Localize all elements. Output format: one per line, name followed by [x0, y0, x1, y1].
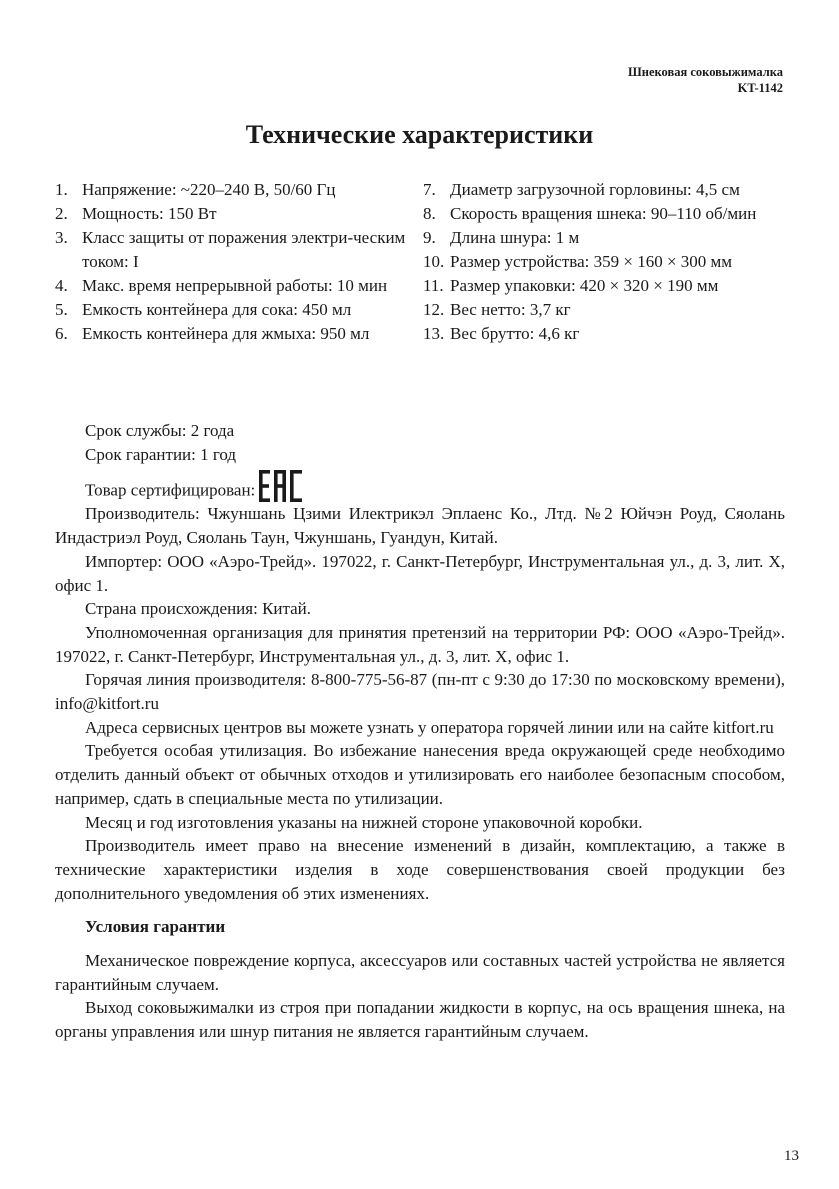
hotline-info: Горячая линия производителя: 8-800-775-56-87 (пн-пт с 9:30 до 17:30 по московскому времени), info@kitfort.ru — [55, 670, 785, 714]
spec-text: Вес брутто: 4,6 кг — [450, 324, 580, 343]
spec-item — [423, 250, 785, 274]
warranty-paragraph: Механическое повреждение корпуса, аксессуаров или составных частей устройства не является гарантийным случаем. — [55, 951, 785, 994]
spec-item — [423, 274, 785, 298]
spec-item — [423, 226, 785, 250]
header-model: KT-1142 — [737, 81, 783, 95]
spec-item — [55, 274, 410, 298]
service-life: Срок службы: 2 года — [85, 421, 235, 440]
spec-number: 9. — [423, 228, 436, 247]
header-product-name: Шнековая соковыжималка — [628, 65, 783, 79]
importer-info: Импортер: ООО «Аэро-Трейд». 197022, г. Санкт-Петербург, Инструментальная ул., д. 3, лит. Х, офис 1. — [55, 551, 785, 595]
spec-text: Диаметр загрузочной горловины: 4,5 см — [450, 180, 740, 199]
spec-number: 10. — [423, 252, 445, 271]
spec-text: Мощность: 150 Вт — [82, 204, 217, 223]
spec-text: Емкость контейнера для сока: 450 мл — [82, 300, 352, 319]
spec-item — [423, 178, 785, 202]
spec-text: Емкость контейнера для жмыха: 950 мл — [82, 324, 370, 343]
spec-item — [423, 298, 785, 322]
spec-number: 2. — [55, 204, 68, 223]
spec-item — [55, 298, 410, 322]
manufacturer-info: Производитель: Чжуншань Цзими Илектрикэл Эплаенс Ко., Лтд. №2 Юйчэн Роуд, Сяолань Индастриэл Роуд, Сяолань Таун, Чжуншань, Гуандун, Китай. — [55, 504, 785, 548]
spec-item — [55, 322, 410, 346]
spec-number: 5. — [55, 300, 68, 319]
service-centers-info: Адреса сервисных центров вы можете узнать у оператора горячей линии или на сайте kitfort.ru — [85, 717, 774, 737]
spec-number: 8. — [423, 204, 436, 223]
spec-text: Вес нетто: 3,7 кг — [450, 300, 571, 319]
spec-text: Размер устройства: 359 × 160 × 300 мм — [450, 252, 733, 271]
spec-number: 12. — [423, 300, 445, 319]
spec-number: 1. — [55, 180, 68, 199]
certification-line — [55, 466, 785, 502]
spec-text: Размер упаковки: 420 × 320 × 190 мм — [450, 276, 719, 295]
disposal-info: Требуется особая утилизация. Во избежание нанесения вреда окружающей среде необходимо отделить данный объект от обычных отходов и утилизировать его наиболее безопасным способом, например, сдать в специальные места по утилизации. — [55, 741, 785, 808]
document-body — [55, 419, 785, 1044]
manufacture-date-info: Месяц и год изготовления указаны на нижней стороне упаковочной коробки. — [85, 812, 643, 832]
page-number: 13 — [784, 1148, 799, 1164]
spec-item — [55, 226, 410, 274]
spec-number: 13. — [423, 324, 445, 343]
specs-left-column — [55, 178, 410, 346]
spec-number: 11. — [423, 276, 444, 295]
spec-text: Скорость вращения шнека: 90–110 об/мин — [450, 204, 757, 223]
spec-number: 7. — [423, 180, 436, 199]
design-changes-info: Производитель имеет право на внесение изменений в дизайн, комплектацию, а также в технические характеристики изделия в ходе совершенствования своей продукции без дополнительного уведомления об этих изменениях. — [55, 836, 785, 903]
warranty-paragraph: Выход соковыжималки из строя при попадании жидкости в корпус, на ось вращения шнека, на органы управления или шнур питания не является гарантийным случаем. — [55, 998, 785, 1042]
spec-item — [55, 202, 410, 226]
warranty-period: Срок гарантии: 1 год — [85, 444, 237, 464]
spec-text: Длина шнура: 1 м — [450, 228, 580, 247]
spec-item — [423, 322, 785, 346]
eac-logo-icon — [259, 466, 303, 502]
spec-number: 6. — [55, 324, 68, 343]
warranty-section-title: Условия гарантии — [85, 917, 226, 937]
spec-item — [55, 178, 410, 202]
spec-number: 4. — [55, 276, 68, 295]
spec-text: Напряжение: ~220–240 В, 50/60 Гц — [82, 180, 336, 199]
spec-item — [423, 202, 785, 226]
authorized-organization: Уполномоченная организация для принятия претензий на территории РФ: ООО «Аэро-Трейд». 197022, г. Санкт-Петербург, Инструментальная ул., д. 3, лит. Х, офис 1. — [55, 622, 785, 666]
page-title: Технические характеристики — [245, 120, 594, 149]
certified-label: Товар сертифицирован: — [85, 480, 256, 500]
spec-text: Класс защиты от поражения электри-ческим током: I — [82, 228, 406, 271]
spec-number: 3. — [55, 228, 68, 247]
country-of-origin: Страна происхождения: Китай. — [85, 599, 312, 619]
spec-text: Макс. время непрерывной работы: 10 мин — [82, 276, 388, 295]
running-header — [628, 64, 783, 96]
specs-right-column — [423, 178, 785, 346]
